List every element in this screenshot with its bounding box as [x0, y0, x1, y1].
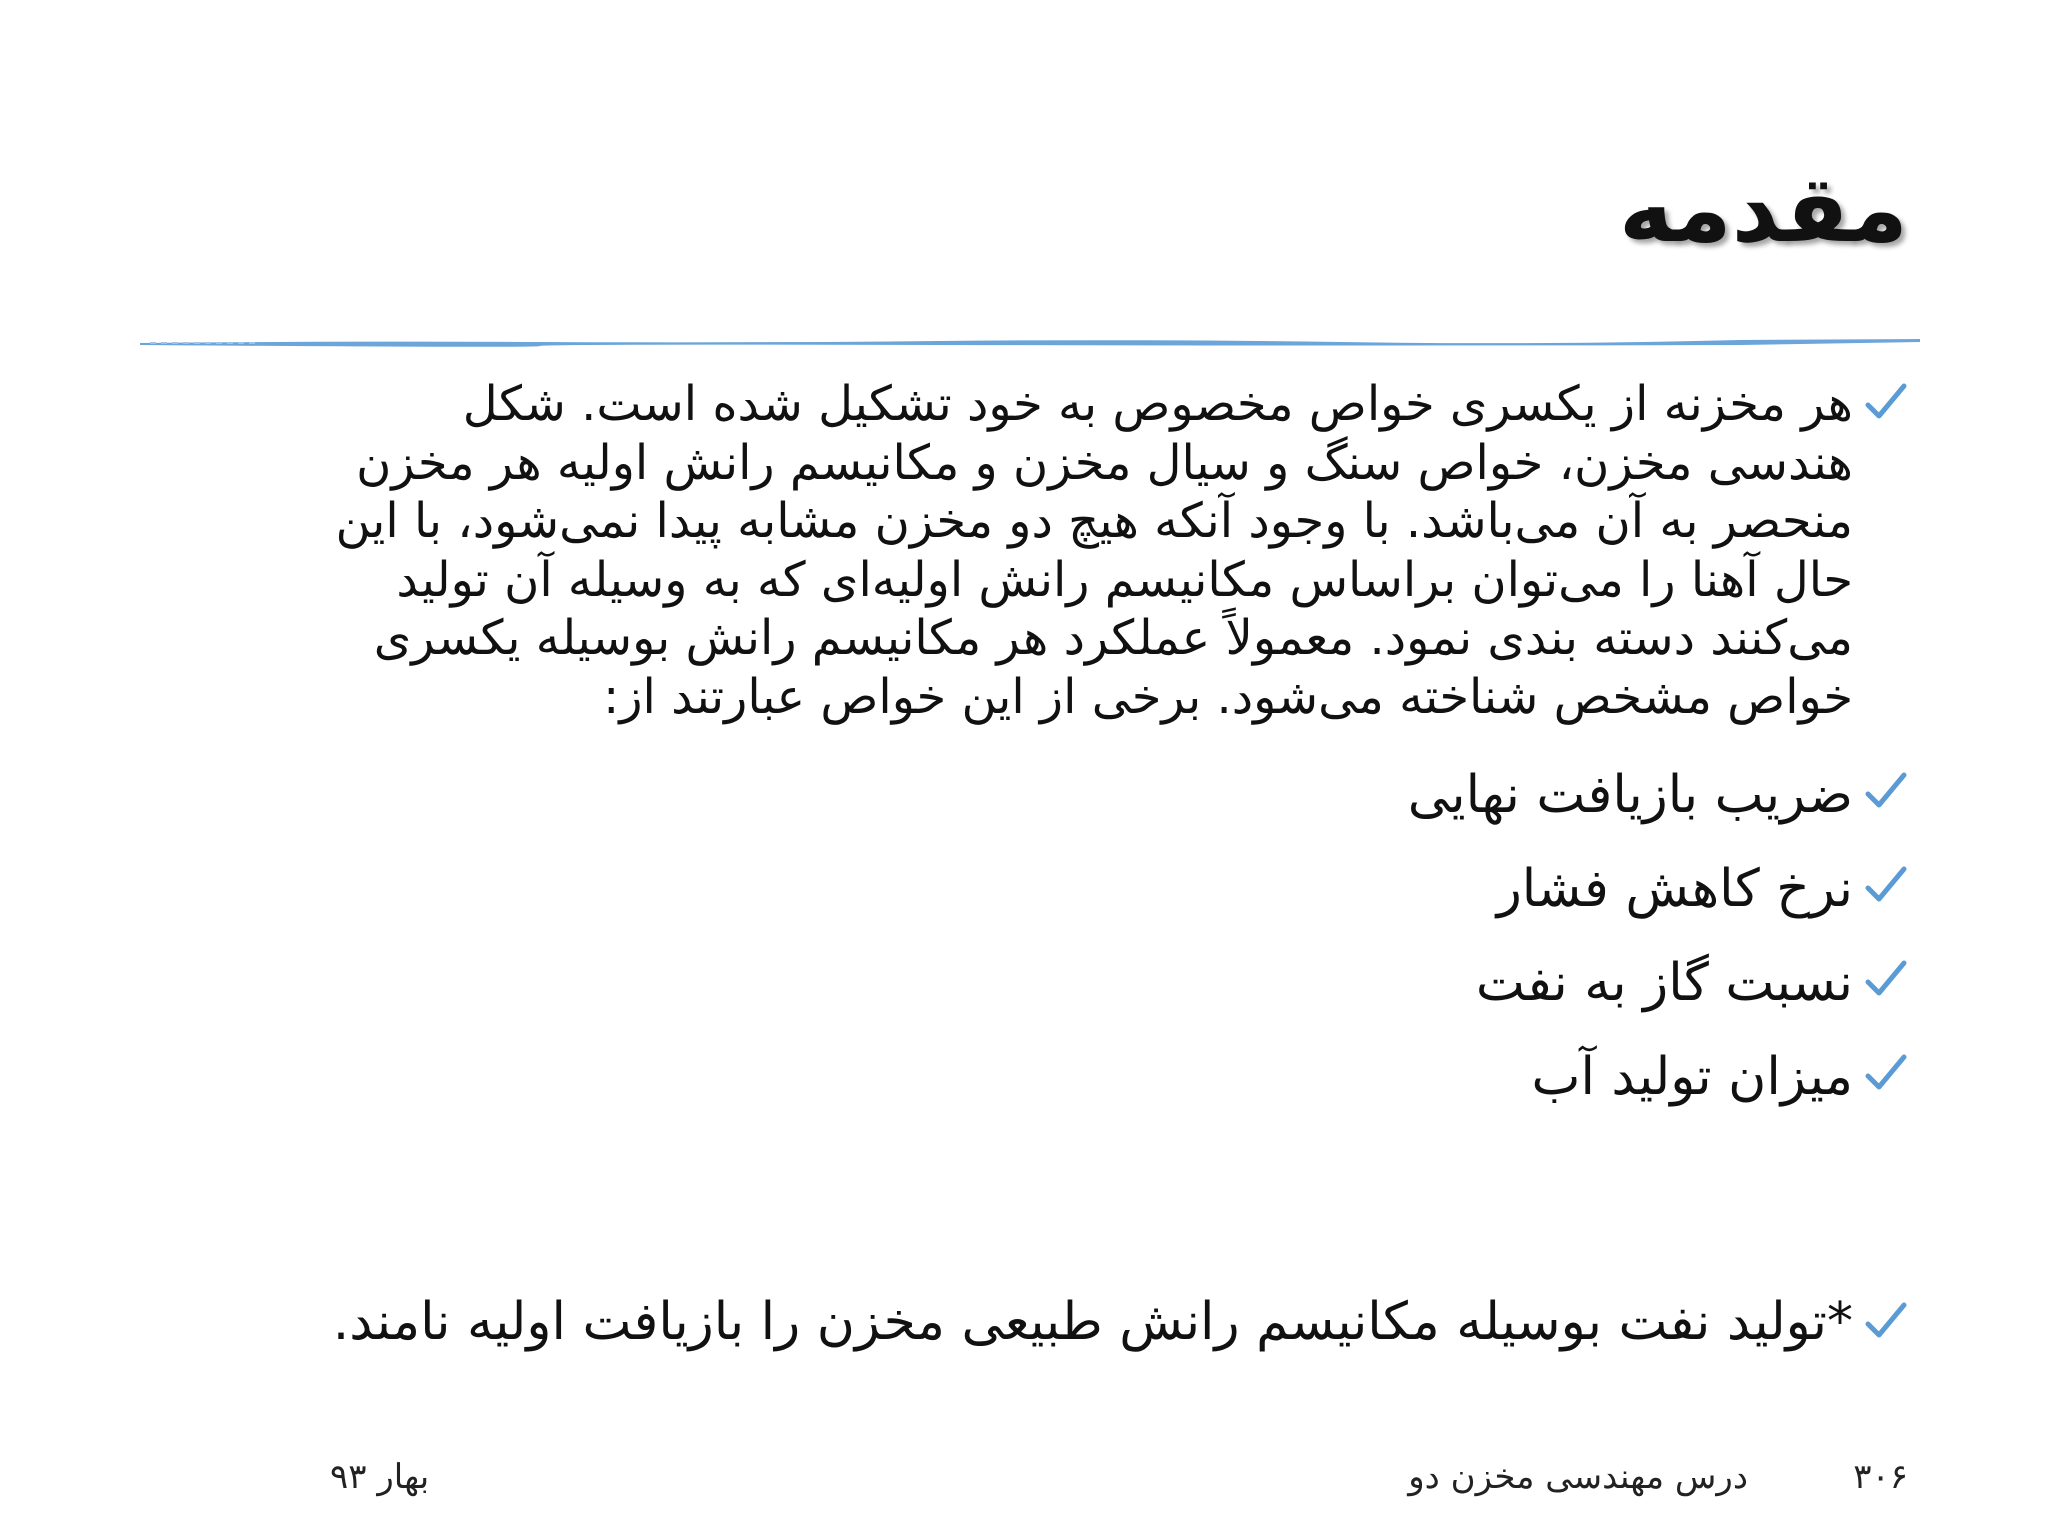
property-item	[188, 936, 1908, 1030]
check-icon	[1864, 864, 1908, 908]
check-icon	[1864, 958, 1908, 1002]
check-icon	[1864, 381, 1908, 425]
property-item	[188, 1030, 1908, 1124]
title-underline-rule	[140, 334, 1920, 348]
property-item	[188, 842, 1908, 936]
property-label: نسبت گاز به نفت	[1475, 953, 1853, 1013]
note-bullet	[188, 1282, 1908, 1362]
slide-title: مقدمه	[1618, 156, 1908, 263]
check-icon	[1864, 1300, 1908, 1344]
footer-course-name: درس مهندسی مخزن دو	[1408, 1457, 1748, 1497]
footer-term: بهار ۹۳	[330, 1457, 430, 1497]
intro-bullet	[313, 375, 1908, 726]
property-label: ضریب بازیافت نهایی	[1407, 765, 1853, 825]
property-label: نرخ کاهش فشار	[1496, 859, 1853, 919]
slide-content	[188, 375, 1908, 1124]
footer-page-number: ۳۰۶	[1853, 1457, 1908, 1497]
property-label: میزان تولید آب	[1531, 1047, 1853, 1107]
property-item	[188, 748, 1908, 842]
intro-paragraph: هر مخزنه از یکسری خواص مخصوص به خود تشکیل شده است. شکل هندسی مخزن، خواص سنگ و سیال مخزن و مکانیسم رانش اولیه هر مخزن منحصر به آن می‌باشد. با وجود آنکه هیچ دو مخزن مشابه پیدا نمی‌شود، با این حال آهنا را می‌توان براساس مکانیسم رانش اولیه‌ای که به وسیله آن تولید می‌کنند دسته بندی نمود. معمولاً عملکرد هر مکانیسم رانش بوسیله یکسری خواص مشخص شناخته می‌شود. برخی از این خواص عبارتند از:	[335, 376, 1853, 725]
check-icon	[1864, 770, 1908, 814]
check-icon	[1864, 1052, 1908, 1096]
note-text: *تولید نفت بوسیله مکانیسم رانش طبیعی مخزن را بازیافت اولیه نامند.	[332, 1292, 1853, 1352]
properties-list	[188, 748, 1908, 1124]
